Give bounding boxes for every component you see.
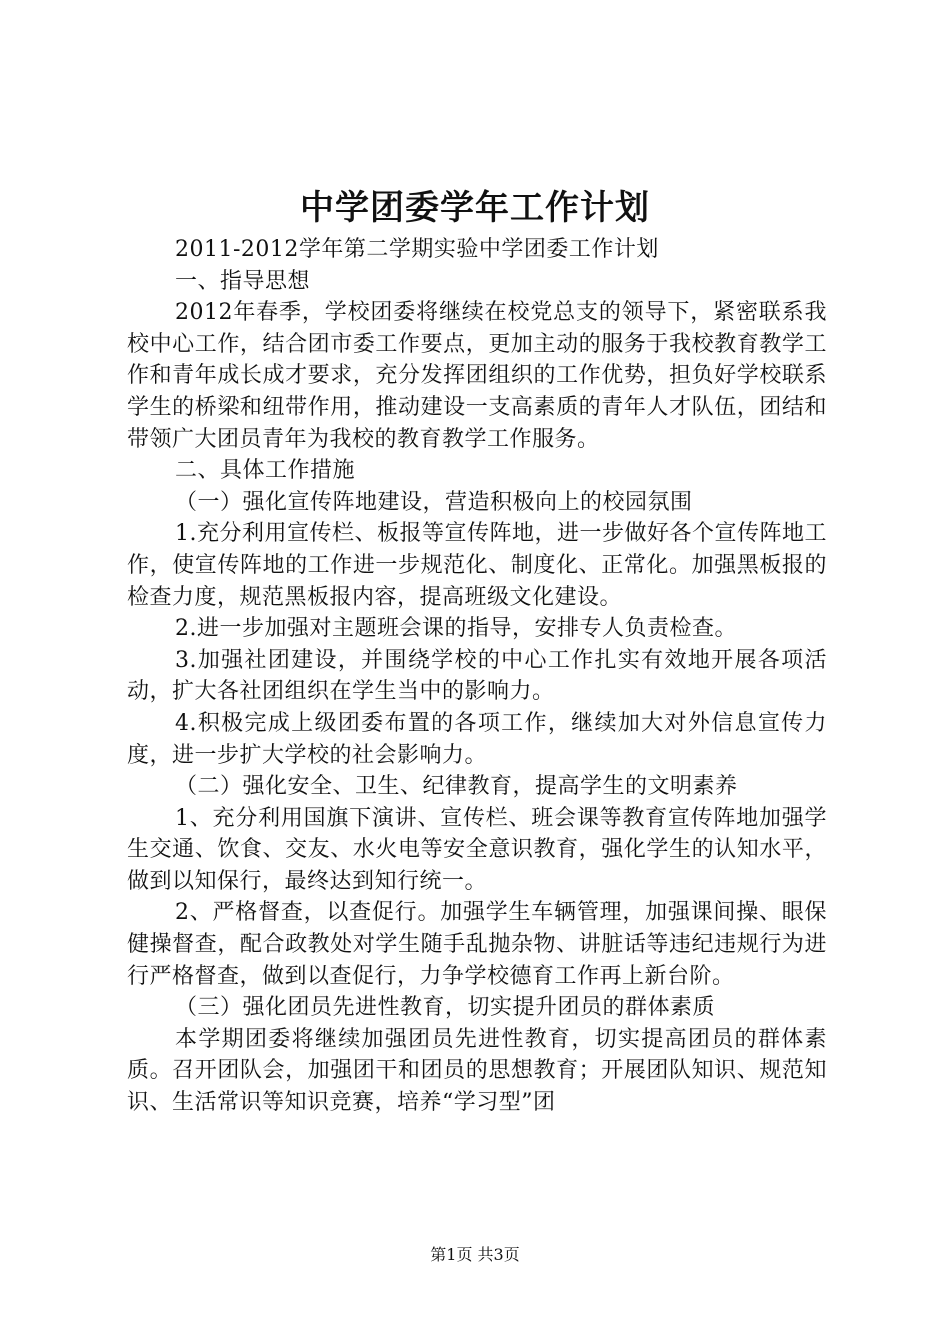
section-heading-guiding-ideology: 一、指导思想 xyxy=(175,268,311,294)
list-item-2-1: 1、充分利用国旗下演讲、宣传栏、班会课等教育宣传阵地加强学生交通、饮食、交友、水火电等安全意识教育，强化学生的认知水平，做到以知保行，最终达到知行统一。 xyxy=(127,805,827,894)
list-item-2-2: 2、严格督查，以查促行。加强学生车辆管理，加强课间操、眼保健操督查，配合政教处对学生随手乱抛杂物、讲脏话等违纪违规行为进行严格督查，做到以查促行，力争学校德育工作再上新台阶。 xyxy=(127,900,827,989)
document-body xyxy=(127,234,827,1119)
list-item-1-3: 3.加强社团建设，并围绕学校的中心工作扎实有效地开展各项活动，扩大各社团组织在学生当中的影响力。 xyxy=(127,647,827,705)
list-item-1-2: 2.进一步加强对主题班会课的指导，安排专人负责检查。 xyxy=(175,616,737,642)
subsection-heading-3: （三）强化团员先进性教育，切实提升团员的群体素质 xyxy=(175,995,716,1021)
section-heading-measures: 二、具体工作措施 xyxy=(175,458,356,484)
page-footer: 第1页 共3页 xyxy=(430,1245,520,1264)
subtitle-paragraph: 2011-2012学年第二学期实验中学团委工作计划 xyxy=(175,237,659,262)
subsection-heading-2: （二）强化安全、卫生、纪律教育，提高学生的文明素养 xyxy=(175,774,738,800)
paragraph-member-education: 本学期团委将继续加强团员先进性教育，切实提高团员的群体素质。召开团队会，加强团干和团员的思想教育；开展团队知识、规范知识、生活常识等知识竞赛，培养“学习型”团 xyxy=(127,1026,827,1116)
paragraph-guiding-ideology: 2012年春季，学校团委将继续在校党总支的领导下，紧密联系我校中心工作，结合团市委工作要点，更加主动的服务于我校教育教学工作和青年成长成才要求，充分发挥团组织的工作优势，担负好学校联系学生的桥梁和纽带作用，推动建设一支高素质的青年人才队伍，团结和带领广大团员青年为我校的教育教学工作服务。 xyxy=(127,300,827,452)
subsection-heading-1: （一）强化宣传阵地建设，营造积极向上的校园氛围 xyxy=(175,489,693,515)
list-item-1-1: 1.充分利用宣传栏、板报等宣传阵地，进一步做好各个宣传阵地工作，使宣传阵地的工作进一步规范化、制度化、正常化。加强黑板报的检查力度，规范黑板报内容，提高班级文化建设。 xyxy=(127,521,827,610)
document-title: 中学团委学年工作计划 xyxy=(300,188,650,228)
list-item-1-4: 4.积极完成上级团委布置的各项工作，继续加大对外信息宣传力度，进一步扩大学校的社会影响力。 xyxy=(127,710,827,768)
